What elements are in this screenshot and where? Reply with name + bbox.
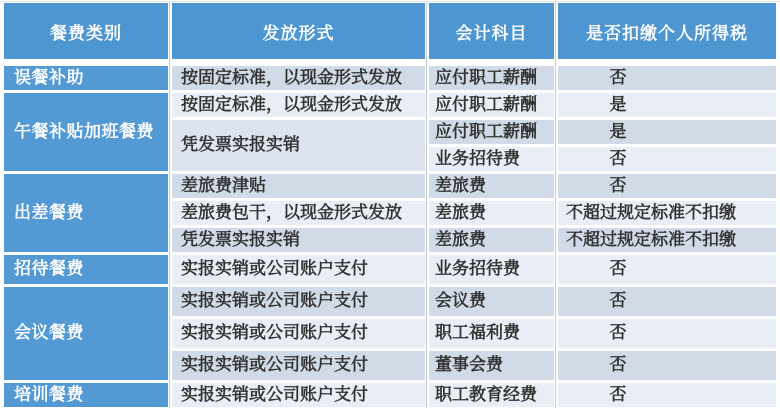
cell-tax xyxy=(558,120,776,144)
cell-category: 误餐补助 xyxy=(4,62,168,90)
tax-value: 否 xyxy=(609,355,627,375)
cell-form: 实报实销或公司账户支付 xyxy=(172,255,425,284)
cell-account: 业务招待费 xyxy=(429,255,554,284)
table-header-row xyxy=(4,3,776,59)
cell-form: 凭发票实报实销 xyxy=(172,228,425,252)
cell-tax xyxy=(558,201,776,225)
tax-value: 不超过规定标准不扣缴 xyxy=(566,229,736,249)
table-row xyxy=(4,62,776,90)
cell-form: 实报实销或公司账户支付 xyxy=(172,287,425,316)
cell-account: 差旅费 xyxy=(429,174,554,198)
table-row xyxy=(4,255,776,284)
cell-category: 培训餐费 xyxy=(4,383,168,407)
header-account: 会计科目 xyxy=(429,3,554,59)
cell-tax xyxy=(558,93,776,117)
cell-form: 差旅费津贴 xyxy=(172,174,425,198)
cell-account: 差旅费 xyxy=(429,228,554,252)
cell-category: 午餐补贴加班餐费 xyxy=(4,93,168,171)
table-body xyxy=(4,62,776,407)
header-form: 发放形式 xyxy=(172,3,425,59)
tax-value: 否 xyxy=(609,384,627,404)
cell-form: 按固定标准，以现金形式发放 xyxy=(172,62,425,90)
cell-account: 应付职工薪酬 xyxy=(429,62,554,90)
cell-category: 会议餐费 xyxy=(4,287,168,380)
cell-form: 差旅费包干，以现金形式发放 xyxy=(172,201,425,225)
cell-tax xyxy=(558,228,776,252)
cell-form: 实报实销或公司账户支付 xyxy=(172,319,425,348)
cell-category: 招待餐费 xyxy=(4,255,168,284)
tax-value: 是 xyxy=(609,94,627,114)
cell-tax xyxy=(558,255,776,284)
header-category: 餐费类别 xyxy=(4,3,168,59)
cell-tax xyxy=(558,351,776,380)
tax-value: 否 xyxy=(609,291,627,311)
tax-value: 否 xyxy=(609,67,627,87)
cell-account: 业务招待费 xyxy=(429,147,554,171)
cell-category: 出差餐费 xyxy=(4,174,168,252)
table-row xyxy=(4,174,776,198)
cell-account: 会议费 xyxy=(429,287,554,316)
cell-form: 按固定标准，以现金形式发放 xyxy=(172,93,425,117)
tax-value: 是 xyxy=(609,121,627,141)
tax-value: 否 xyxy=(609,259,627,279)
cell-account: 差旅费 xyxy=(429,201,554,225)
cell-account: 职工教育经费 xyxy=(429,383,554,407)
cell-tax xyxy=(558,319,776,348)
tax-value: 不超过规定标准不扣缴 xyxy=(566,202,736,222)
table-row xyxy=(4,93,776,117)
cell-form: 实报实销或公司账户支付 xyxy=(172,351,425,380)
cell-tax xyxy=(558,287,776,316)
tax-value: 否 xyxy=(609,175,627,195)
table-row xyxy=(4,383,776,407)
tax-value: 否 xyxy=(609,148,627,168)
tax-value: 否 xyxy=(609,323,627,343)
cell-form: 凭发票实报实销 xyxy=(172,120,425,171)
cell-tax xyxy=(558,147,776,171)
cell-tax xyxy=(558,383,776,407)
table-row xyxy=(4,287,776,316)
cell-account: 应付职工薪酬 xyxy=(429,93,554,117)
cell-tax xyxy=(558,62,776,90)
cell-account: 应付职工薪酬 xyxy=(429,120,554,144)
cell-account: 董事会费 xyxy=(429,351,554,380)
cell-form: 实报实销或公司账户支付 xyxy=(172,383,425,407)
header-tax: 是否扣缴个人所得税 xyxy=(558,3,776,59)
cell-tax xyxy=(558,174,776,198)
cell-account: 职工福利费 xyxy=(429,319,554,348)
